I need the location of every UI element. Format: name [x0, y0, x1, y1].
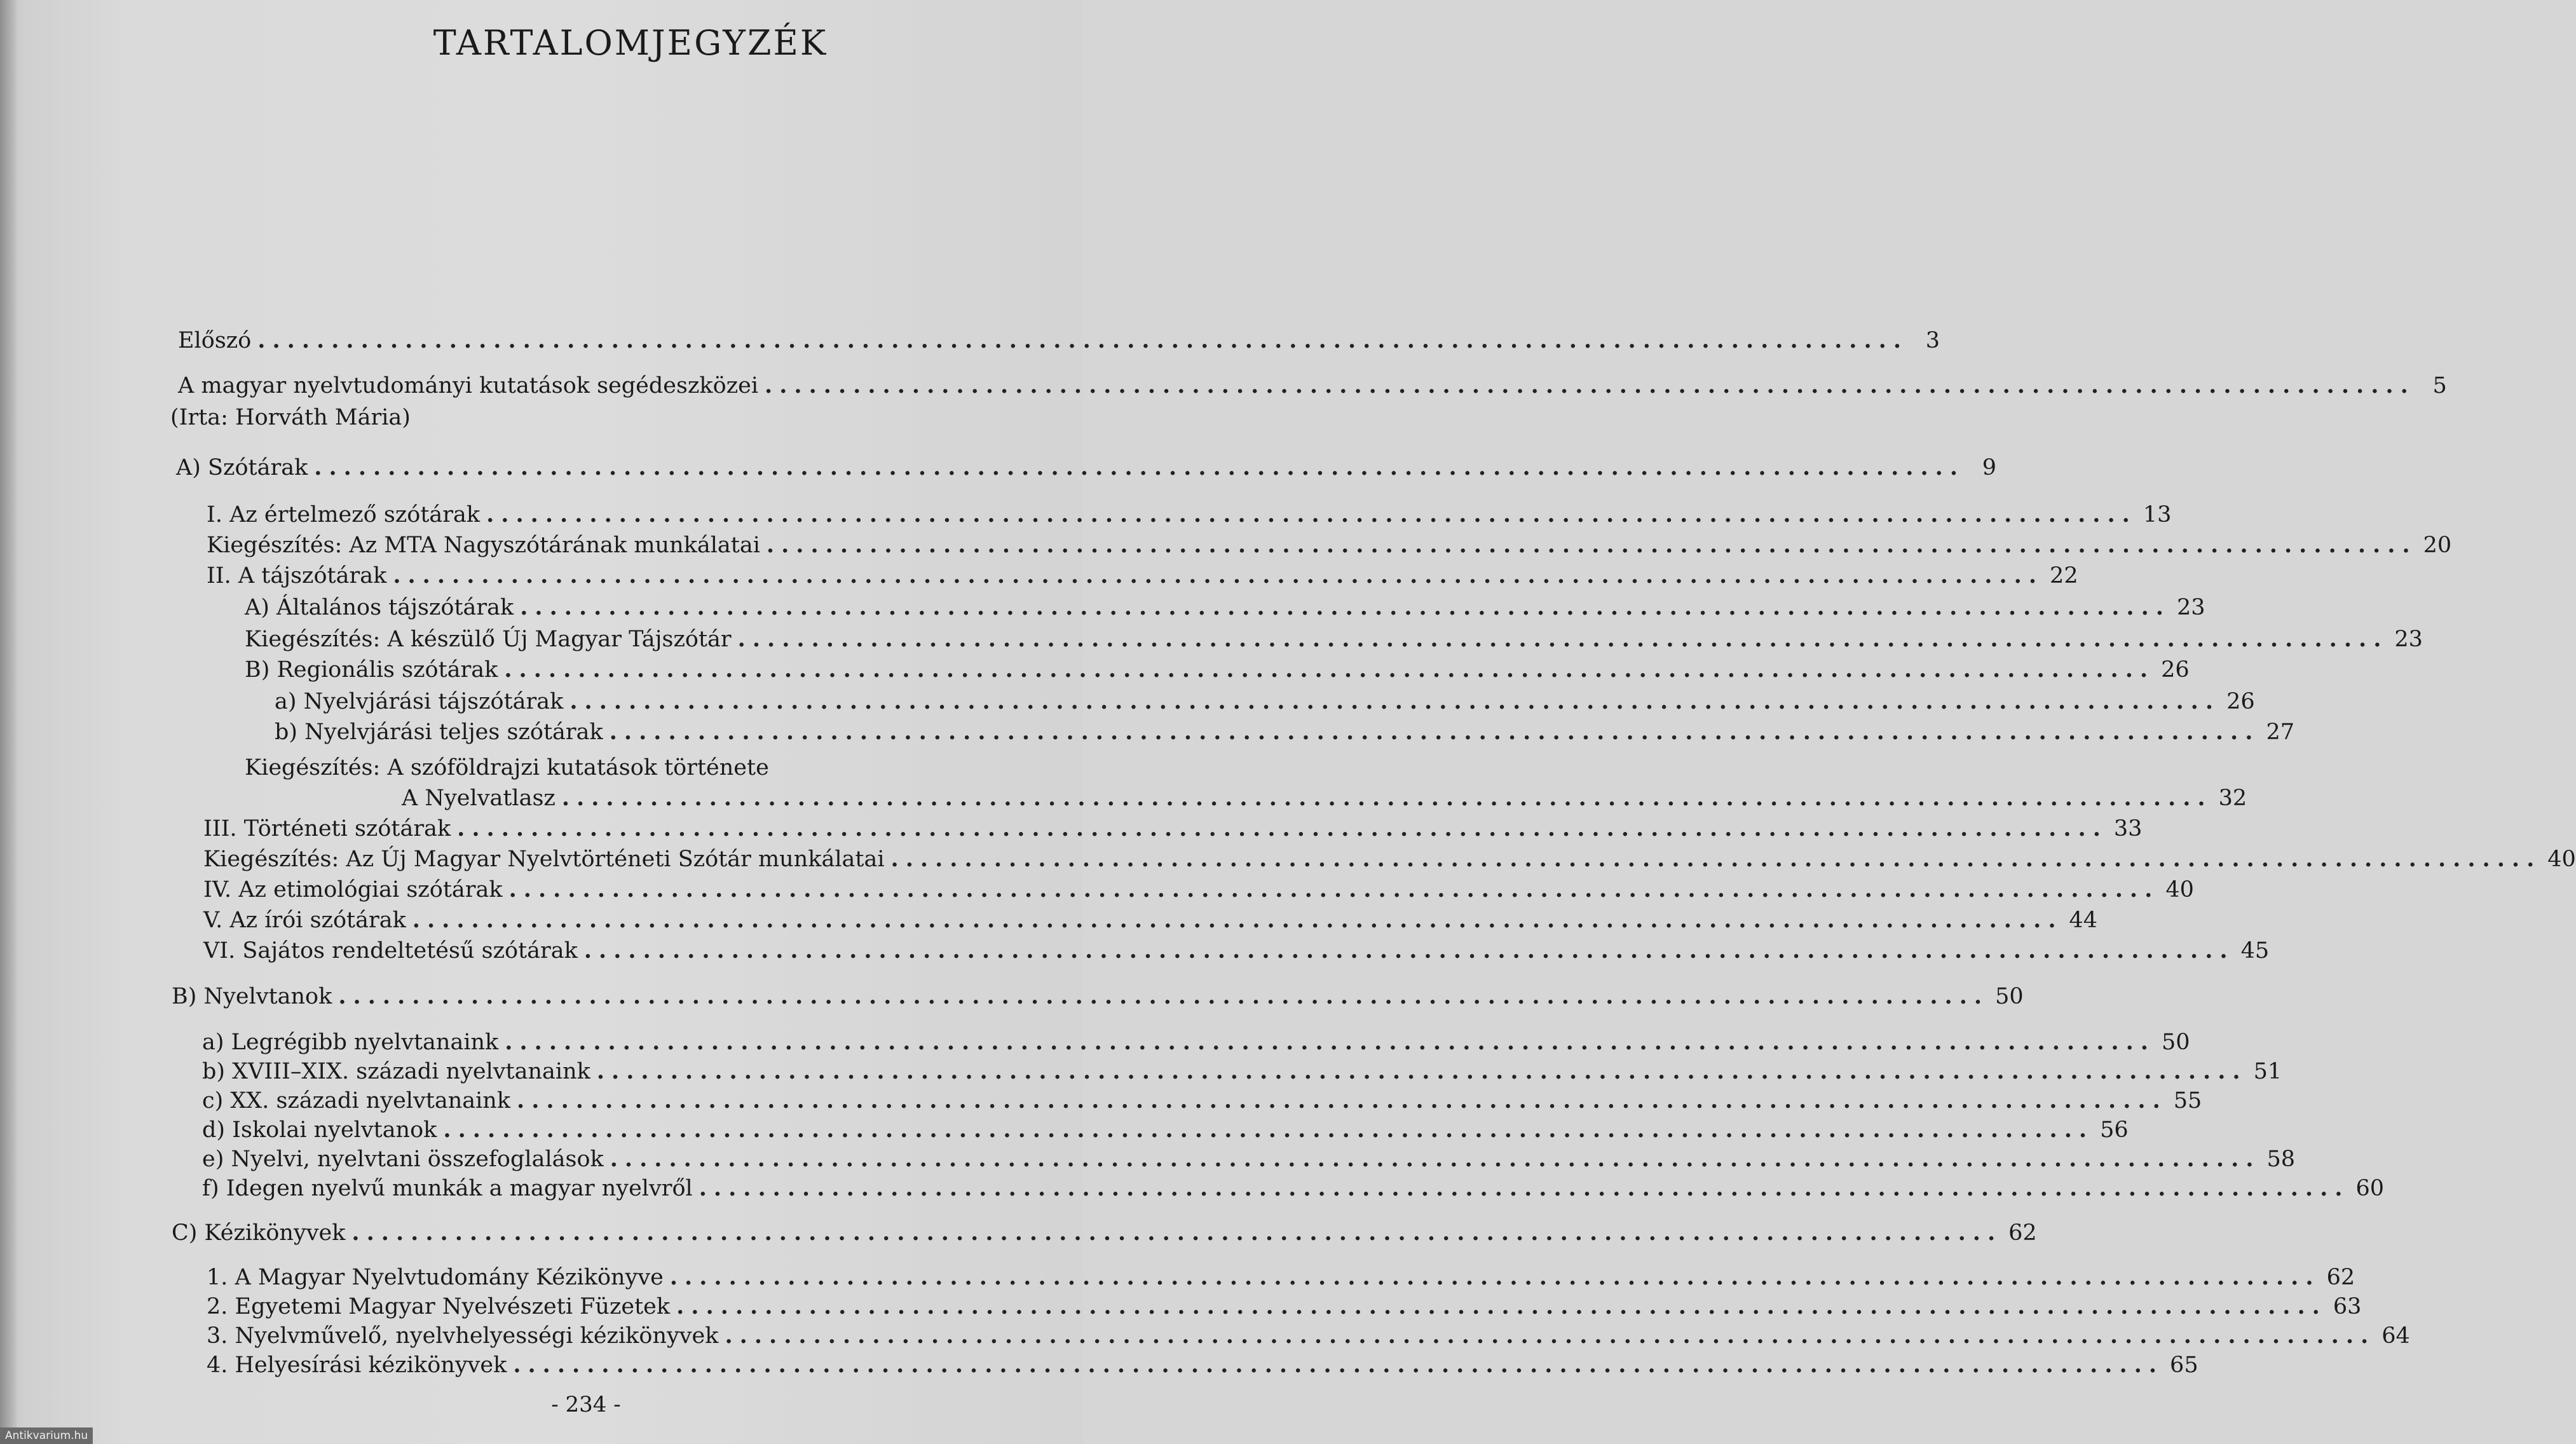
toc-leader: ................................................................................................................: [412, 907, 2063, 933]
toc-leader: ................................................................................................................: [890, 846, 2542, 872]
toc-section[interactable]: [176, 454, 1997, 482]
toc-entry[interactable]: [202, 1087, 2202, 1115]
toc-entry[interactable]: [202, 1145, 2296, 1173]
toc-entry[interactable]: [207, 1351, 2198, 1379]
toc-entry-page: 45: [2240, 938, 2270, 964]
toc-entry[interactable]: [203, 845, 2576, 873]
toc-entry-page: 27: [2266, 719, 2294, 745]
toc-entry-page: 20: [2423, 533, 2452, 558]
toc-entry[interactable]: [202, 1058, 2282, 1086]
toc-entry[interactable]: [207, 501, 2172, 529]
toc-entry-label: e) Nyelvi, nyelvtani összefoglalások: [202, 1147, 604, 1172]
supplement-heading: Kiegészítés: A szóföldrajzi kutatások története: [245, 755, 769, 780]
toc-entry-label: A) Általános tájszótárak: [245, 595, 514, 620]
toc-leader: ................................................................................................................: [393, 562, 2044, 589]
toc-entry-label: a) Nyelvjárási tájszótárak: [275, 689, 564, 714]
toc-entry-page: 51: [2253, 1059, 2282, 1084]
toc-leader: ................................................................................................................: [699, 1175, 2350, 1201]
toc-entry-label: A Nyelvatlasz: [402, 786, 555, 811]
watermark: Antikvarium.hu: [0, 1427, 93, 1444]
toc-entry[interactable]: [207, 1322, 2410, 1350]
toc-entry-label: Kiegészítés: Az MTA Nagyszótárának munkálatai: [207, 533, 760, 558]
toc-entry-label: b) XVIII–XIX. századi nyelvtanaink: [202, 1059, 590, 1084]
toc-entry-label: II. A tájszótárak: [207, 563, 387, 589]
toc-leader: ................................................................................................................: [314, 454, 1965, 480]
toc-entry-page: 22: [2050, 563, 2078, 589]
toc-leader: ................................................................................................................: [257, 327, 1909, 353]
toc-leader: ................................................................................................................: [504, 657, 2155, 683]
toc-entry[interactable]: [245, 656, 2190, 684]
page-title: TARTALOMJEGYZÉK: [433, 23, 828, 63]
toc-leader: ................................................................................................................: [520, 594, 2171, 620]
toc-entry[interactable]: [178, 372, 2447, 400]
toc-entry-page: 65: [2170, 1352, 2198, 1378]
toc-entry-page: 32: [2218, 786, 2247, 811]
toc-leader: ................................................................................................................: [505, 1029, 2155, 1055]
toc-entry[interactable]: [203, 906, 2098, 934]
toc-entry[interactable]: [207, 1264, 2355, 1291]
toc-entry[interactable]: [402, 784, 2247, 812]
toc-entry-page: 33: [2113, 816, 2143, 841]
toc-entry-label: 3. Nyelvművelő, nyelvhelyességi kézikönyvek: [207, 1323, 719, 1349]
toc-entry-label: d) Iskolai nyelvtanok: [202, 1117, 437, 1143]
toc-entry-page: 50: [1995, 984, 2024, 1009]
author-note: (Irta: Horváth Mária): [170, 405, 411, 430]
toc-entry-label: c) XX. századi nyelvtanaink: [202, 1088, 511, 1114]
toc-entry-label: 1. A Magyar Nyelvtudomány Kézikönyve: [207, 1265, 664, 1290]
toc-leader: ................................................................................................................: [569, 688, 2221, 714]
toc-entry[interactable]: [245, 594, 2205, 622]
toc-leader: ................................................................................................................: [725, 1323, 2376, 1349]
toc-entry-page: 62: [2326, 1265, 2355, 1290]
toc-entry-page: 63: [2333, 1294, 2362, 1319]
toc-leader: ................................................................................................................: [669, 1264, 2320, 1290]
toc-entry-label: C) Kézikönyvek: [172, 1220, 346, 1246]
toc-leader: ................................................................................................................: [766, 532, 2417, 558]
toc-entry-label: B) Nyelvtanok: [172, 984, 332, 1009]
toc-entry-label: 4. Helyesírási kézikönyvek: [207, 1352, 507, 1378]
toc-entry-page: 55: [2173, 1088, 2202, 1114]
toc-leader: ................................................................................................................: [486, 501, 2137, 528]
toc-leader: ................................................................................................................: [517, 1087, 2167, 1114]
toc-leader: ................................................................................................................: [351, 1220, 2003, 1246]
toc-entry-page: 62: [2008, 1220, 2037, 1246]
page-number: - 234 -: [551, 1392, 621, 1417]
toc-entry-label: 2. Egyetemi Magyar Nyelvészeti Füzetek: [207, 1294, 671, 1319]
toc-entry-page: 26: [2226, 689, 2255, 714]
toc-entry[interactable]: [245, 625, 2423, 653]
toc-entry[interactable]: [207, 1293, 2362, 1321]
toc-entry[interactable]: [275, 718, 2294, 746]
toc-leader: ................................................................................................................: [676, 1293, 2327, 1319]
toc-leader: ................................................................................................................: [609, 719, 2260, 745]
toc-entry[interactable]: [202, 1116, 2129, 1144]
toc-leader: ................................................................................................................: [508, 876, 2160, 902]
toc-entry[interactable]: [178, 327, 1940, 355]
toc-entry-page: 23: [2176, 595, 2205, 620]
toc-entry-page: 9: [1982, 455, 1997, 480]
toc-leader: ................................................................................................................: [457, 815, 2108, 841]
toc-entry-label: B) Regionális szótárak: [245, 657, 498, 683]
toc-entry-label: VI. Sajátos rendeltetésű szótárak: [203, 938, 578, 964]
toc-leader: ................................................................................................................: [610, 1146, 2261, 1172]
toc-entry-page: 40: [2165, 877, 2194, 902]
toc-entry-page: 56: [2100, 1117, 2129, 1143]
toc-entry-page: 13: [2143, 502, 2172, 528]
toc-entry-page: 26: [2161, 657, 2190, 683]
toc-leader: ................................................................................................................: [561, 785, 2212, 811]
toc-leader: ................................................................................................................: [338, 983, 1989, 1009]
toc-entry-label: V. Az írói szótárak: [203, 908, 406, 933]
toc-entry[interactable]: [202, 1175, 2385, 1202]
toc-entry-label: Kiegészítés: Az Új Magyar Nyelvtörténeti Szótár munkálatai: [203, 847, 885, 872]
toc-entry-label: f) Idegen nyelvű munkák a magyar nyelvről: [202, 1176, 693, 1201]
toc-leader: ................................................................................................................: [737, 626, 2389, 652]
toc-entry[interactable]: [202, 1028, 2190, 1056]
toc-entry-label: A) Szótárak: [176, 455, 308, 480]
toc-leader: ................................................................................................................: [513, 1352, 2164, 1378]
toc-entry-label: III. Történeti szótárak: [203, 816, 451, 841]
toc-entry-page: 44: [2069, 908, 2098, 933]
toc-entry-label: Kiegészítés: A készülő Új Magyar Tájszótár: [245, 627, 732, 652]
toc-entry-page: 58: [2266, 1147, 2296, 1172]
toc-section[interactable]: [172, 1219, 2037, 1247]
toc-entry-label: Előszó: [178, 328, 252, 353]
toc-entry[interactable]: [203, 937, 2270, 965]
toc-entry-page: 3: [1925, 328, 1940, 353]
toc-entry-label: I. Az értelmező szótárak: [207, 502, 480, 528]
toc-entry[interactable]: [275, 688, 2255, 716]
toc-entry-page: 5: [2432, 373, 2447, 398]
toc-entry[interactable]: [203, 876, 2194, 904]
toc-entry[interactable]: [207, 562, 2078, 590]
toc-entry-label: b) Nyelvjárási teljes szótárak: [275, 719, 603, 745]
toc-leader: ................................................................................................................: [765, 372, 2415, 398]
toc-entry-page: 23: [2394, 627, 2423, 652]
toc-entry-page: 40: [2547, 847, 2576, 872]
toc-entry-page: 50: [2162, 1030, 2190, 1055]
toc-entry-page: 60: [2355, 1176, 2385, 1201]
toc-entry-label: A magyar nyelvtudományi kutatások segédeszközei: [178, 373, 759, 398]
toc-entry[interactable]: [207, 531, 2452, 559]
toc-entry-label: a) Legrégibb nyelvtanaink: [202, 1030, 499, 1055]
toc-leader: ................................................................................................................: [596, 1058, 2247, 1084]
toc-entry[interactable]: [203, 815, 2143, 843]
toc-entry-page: 64: [2382, 1323, 2410, 1349]
toc-entry-label: IV. Az etimológiai szótárak: [203, 877, 503, 902]
toc-leader: ................................................................................................................: [443, 1117, 2094, 1143]
toc-section[interactable]: [172, 983, 2024, 1011]
toc-leader: ................................................................................................................: [583, 937, 2235, 964]
